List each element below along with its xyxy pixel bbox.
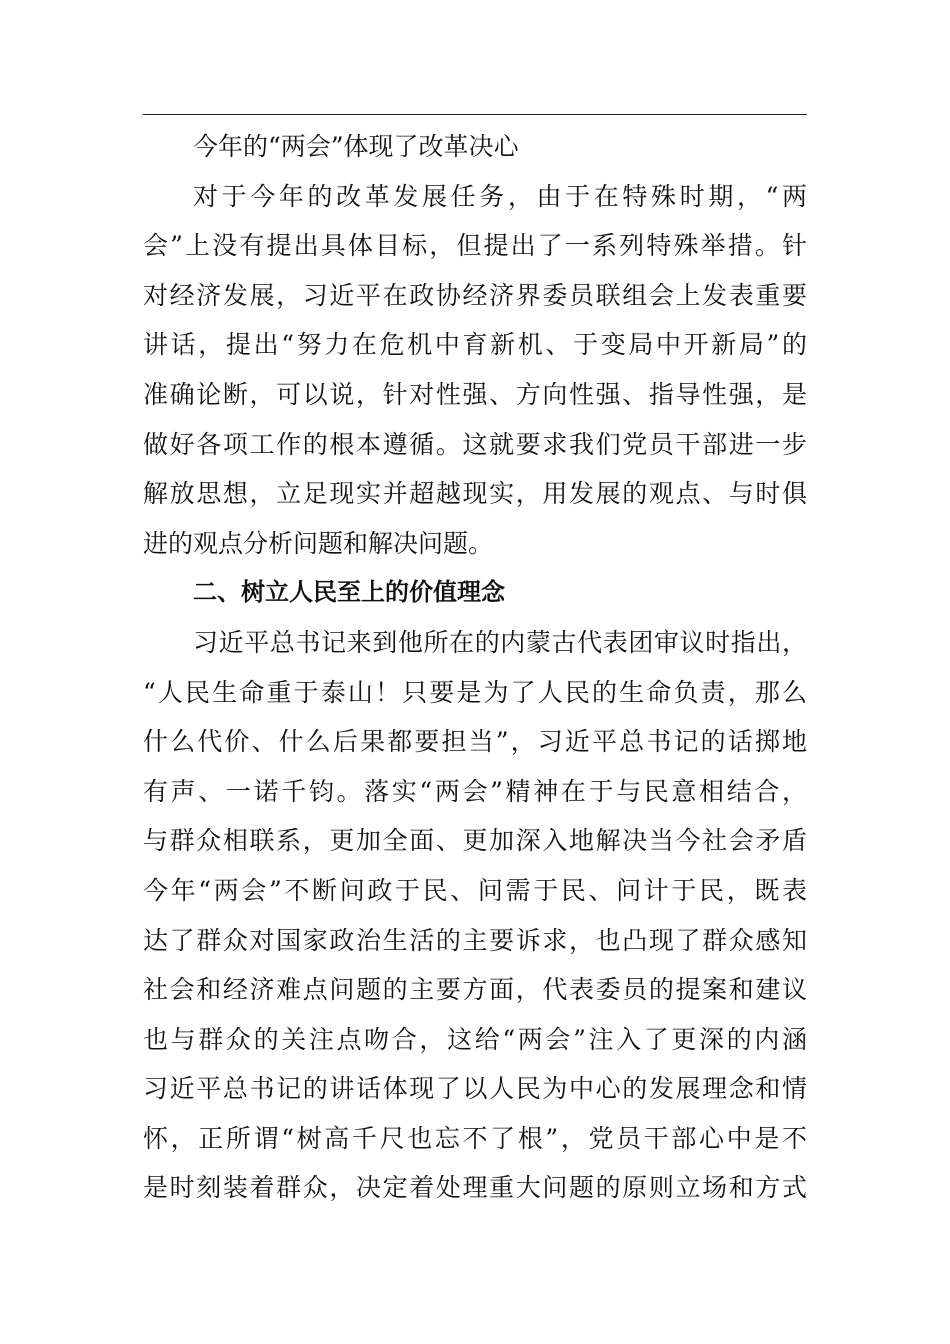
paragraph-line: 社会和经济难点问题的主要方面，代表委员的提案和建议 bbox=[143, 975, 807, 1005]
paragraph-line: 达了群众对国家政治生活的主要诉求，也凸现了群众感知 bbox=[143, 925, 807, 955]
paragraph-line: 是时刻装着群众，决定着处理重大问题的原则立场和方式 bbox=[143, 1173, 807, 1203]
paragraph-line: 怀，正所谓“树高千尺也忘不了根”，党员干部心中是不 bbox=[143, 1123, 807, 1153]
paragraph-line: 做好各项工作的根本遵循。这就要求我们党员干部进一步 bbox=[143, 429, 807, 459]
paragraph-line: 有声、一诺千钧。落实“两会”精神在于与民意相结合， bbox=[143, 776, 807, 806]
paragraph-line: “人民生命重于泰山！只要是为了人民的生命负责，那么 bbox=[143, 677, 807, 707]
section1-lead: 今年的“两会”体现了改革决心 bbox=[193, 132, 519, 161]
paragraph-line: 今年“两会”不断问政于民、问需于民、问计于民，既表 bbox=[143, 875, 807, 905]
paragraph-line: 讲话，提出“努力在危机中育新机、于变局中开新局”的 bbox=[143, 330, 807, 360]
paragraph-line: 会”上没有提出具体目标，但提出了一系列特殊举措。针 bbox=[143, 231, 807, 261]
document-body bbox=[143, 122, 807, 1213]
paragraph-line: 习近平总书记来到他所在的内蒙古代表团审议时指出， bbox=[193, 627, 807, 657]
section2-heading: 二、树立人民至上的价值理念 bbox=[193, 578, 505, 607]
paragraph-line: 也与群众的关注点吻合，这给“两会”注入了更深的内涵 bbox=[143, 1024, 807, 1054]
paragraph-line: 对经济发展，习近平在政协经济界委员联组会上发表重要 bbox=[143, 280, 807, 310]
paragraph-line: 与群众相联系，更加全面、更加深入地解决当今社会矛盾 bbox=[143, 826, 807, 856]
paragraph-line: 进的观点分析问题和解决问题。 bbox=[143, 528, 494, 558]
paragraph-line: 对于今年的改革发展任务，由于在特殊时期，“两 bbox=[193, 181, 807, 211]
header-rule bbox=[143, 114, 807, 115]
paragraph-line: 什么代价、什么后果都要担当”，习近平总书记的话掷地 bbox=[143, 727, 807, 757]
paragraph-line: 准确论断，可以说，针对性强、方向性强、指导性强，是 bbox=[143, 379, 807, 409]
paragraph-line: 习近平总书记的讲话体现了以人民为中心的发展理念和情 bbox=[143, 1074, 807, 1104]
paragraph-line: 解放思想，立足现实并超越现实，用发展的观点、与时俱 bbox=[143, 479, 807, 509]
